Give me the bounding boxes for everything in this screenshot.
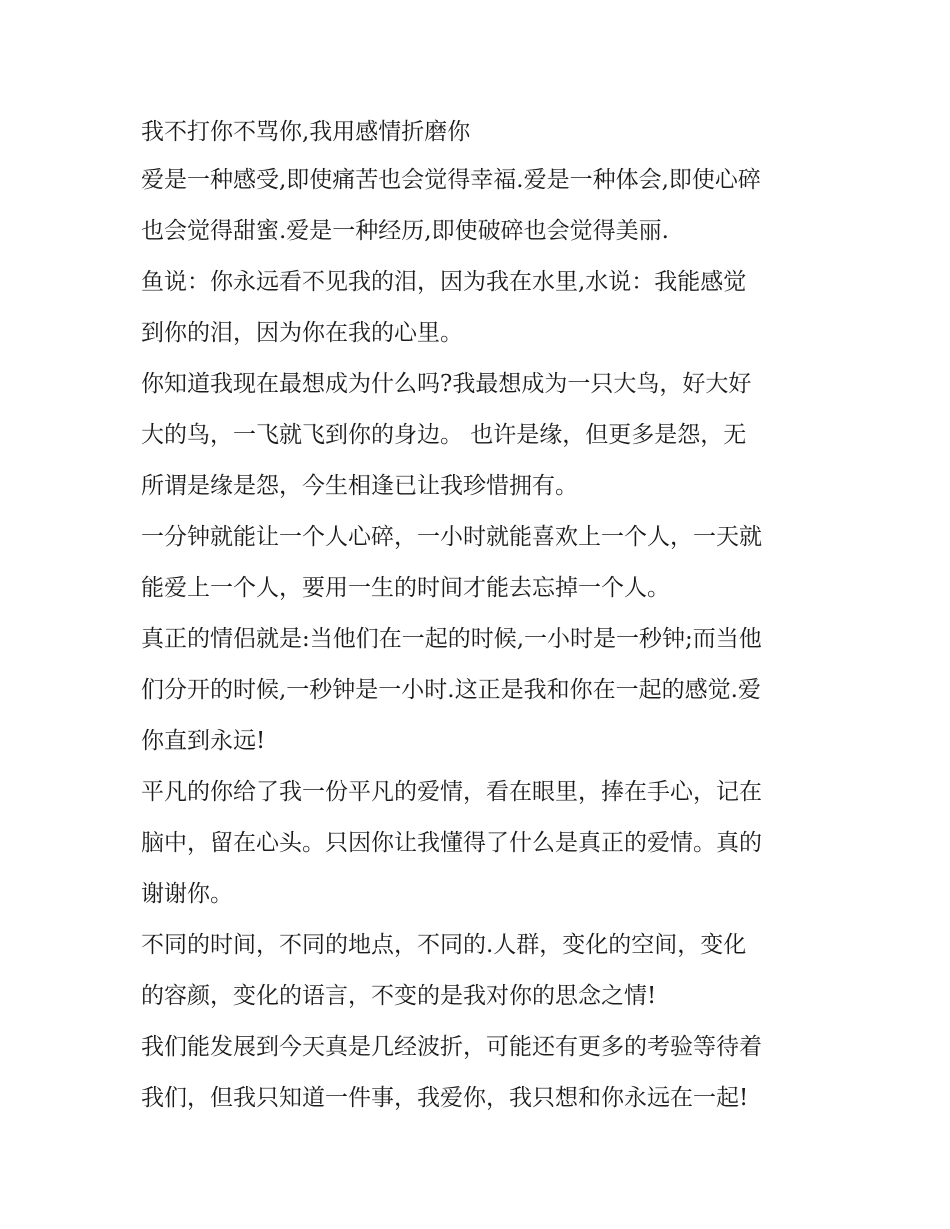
text-line: 我们能发展到今天真是几经波折，可能还有更多的考验等待着 [141,1034,762,1060]
text-line: 我们，但我只知道一件事，我爱你，我只想和你永远在一起! [141,1085,749,1111]
text-line: 鱼说：你永远看不见我的泪，因为我在水里,水说：我能感觉 [141,269,747,295]
text-line: 谢谢你。 [141,881,233,907]
text-line: 一分钟就能让一个人心碎，一小时就能喜欢上一个人，一天就 [141,524,762,550]
text-line: 平凡的你给了我一份平凡的爱情，看在眼里，捧在手心，记在 [141,779,762,805]
text-line: 们分开的时候,一秒钟是一小时.这正是我和你在一起的感觉.爱 [141,677,761,703]
text-line: 你直到永远! [141,728,266,754]
text-line: 脑中，留在心头。只因你让我懂得了什么是真正的爱情。真的 [141,830,762,856]
text-line: 大的鸟，一飞就飞到你的身边。 也许是缘，但更多是怨，无 [141,422,747,448]
document-body [141,112,813,1129]
text-line: 你知道我现在最想成为什么吗?我最想成为一只大鸟，好大好 [141,371,752,397]
text-line: 真正的情侣就是:当他们在一起的时候,一小时是一秒钟;而当他 [141,626,762,652]
text-line: 的容颜，变化的语言，不变的是我对你的思念之情! [141,983,657,1009]
text-line: 能爱上一个人，要用一生的时间才能去忘掉一个人。 [141,575,670,601]
text-line: 所谓是缘是怨，今生相逢已让我珍惜拥有。 [141,473,578,499]
text-line: 到你的泪，因为你在我的心里。 [141,320,463,346]
document-title: 我不打你不骂你,我用感情折磨你 [141,119,471,145]
text-line: 也会觉得甜蜜.爱是一种经历,即使破碎也会觉得美丽. [141,218,669,244]
text-line: 不同的时间，不同的地点，不同的.人群，变化的空间，变化 [141,932,747,958]
text-line: 爱是一种感受,即使痛苦也会觉得幸福.爱是一种体会,即使心碎 [141,167,761,193]
